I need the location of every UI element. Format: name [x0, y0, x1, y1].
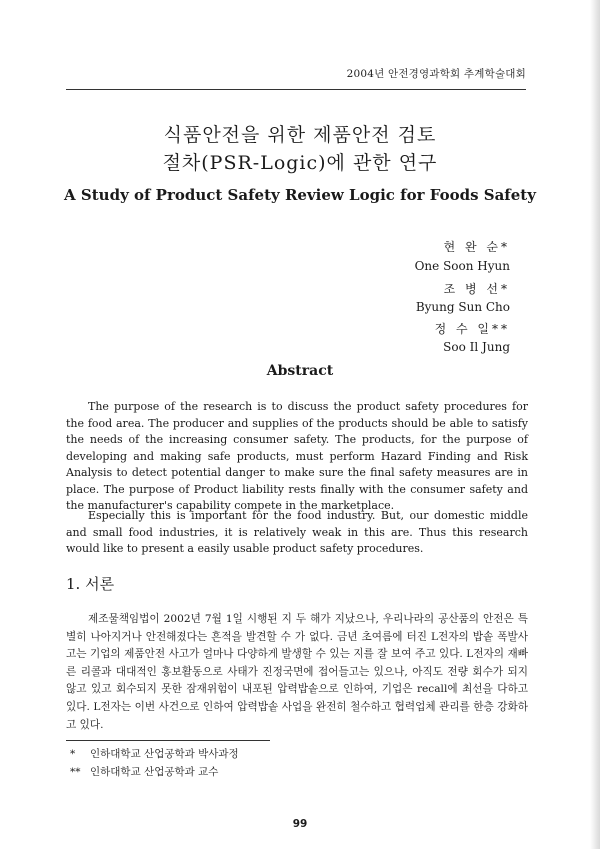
page-number: 99 [292, 818, 308, 830]
footnote-1 [70, 746, 239, 761]
author-2-english-name: Byung Sun Cho [415, 300, 510, 314]
scan-edge-shadow [590, 0, 600, 849]
footnote-1-mark: * [70, 748, 76, 760]
section-heading-introduction: 1. 서론 [66, 575, 115, 593]
korean-title-line-1: 식품안전을 위한 제품안전 검토 [163, 124, 437, 146]
footnote-2-mark: ** [70, 766, 81, 778]
header-rule [66, 89, 526, 90]
author-3-korean-name: 정 수 일** [434, 322, 510, 336]
footnote-1-text: 인하대학교 산업공학과 박사과정 [90, 748, 239, 760]
abstract-paragraph-1: The purpose of the research is to discuss the product safety procedures for the food area. The producer and supplies of the products should be able to satisfy the needs of the increasing consumer safety. The products, for the purpose of developing and making safe products, must perform Hazard Finding and Risk Analysis to detect potential danger to make sure the final safety measures are in place. The purpose of Product liability rests finally with the consumer safety and the manufacturer's capability compete in the marketplace. [66, 400, 528, 512]
footnote-rule [66, 740, 270, 741]
author-1-korean-name: 현 완 순* [443, 240, 510, 254]
english-title: A Study of Product Safety Review Logic for Foods Safety [64, 186, 536, 204]
author-1-english-name: One Soon Hyun [414, 259, 510, 273]
running-header: 2004년 안전경영과학회 추계학술대회 [346, 68, 526, 80]
introduction-paragraph: 제조물책임법이 2002년 7월 1일 시행된 지 두 해가 지났으나, 우리나라의 공산품의 안전은 특별히 나아지거나 안전해졌다는 흔적을 발견할 수 가 없다. 금년 초여름에 터진 L전자의 밥솥 폭발사고는 기업의 제품안전 사고가 얼마나 다양하게 발생할 수 있는 지를 잘 보여 주고 있다. L전자의 재빠른 리콜과 대대적인 홍보활동으로 사태가 진정국면에 접어들고는 있으나, 아직도 전량 회수가 되지 않고 있고 회수되지 못한 잠재위험이 내포된 압력밥솥으로 인하여, 기업은 recall에 최선을 다하고 있다. L전자는 이번 사건으로 인하여 압력밥솥 사업을 완전히 철수하고 협력업체 관리를 한층 강화하고 있다. [66, 613, 528, 731]
footnote-2-text: 인하대학교 산업공학과 교수 [90, 766, 219, 778]
abstract-heading: Abstract [266, 363, 334, 379]
footnote-2 [70, 764, 218, 779]
author-2-korean-name: 조 병 선* [443, 282, 510, 296]
abstract-paragraph-2: Especially this is important for the food industry. But, our domestic middle and small food industries, it is relatively weak in this are. Thus this research would like to present a easily usable product safety procedures. [66, 509, 528, 555]
author-3-english-name: Soo Il Jung [443, 340, 510, 354]
korean-title-line-2: 절차(PSR-Logic)에 관한 연구 [162, 152, 438, 174]
